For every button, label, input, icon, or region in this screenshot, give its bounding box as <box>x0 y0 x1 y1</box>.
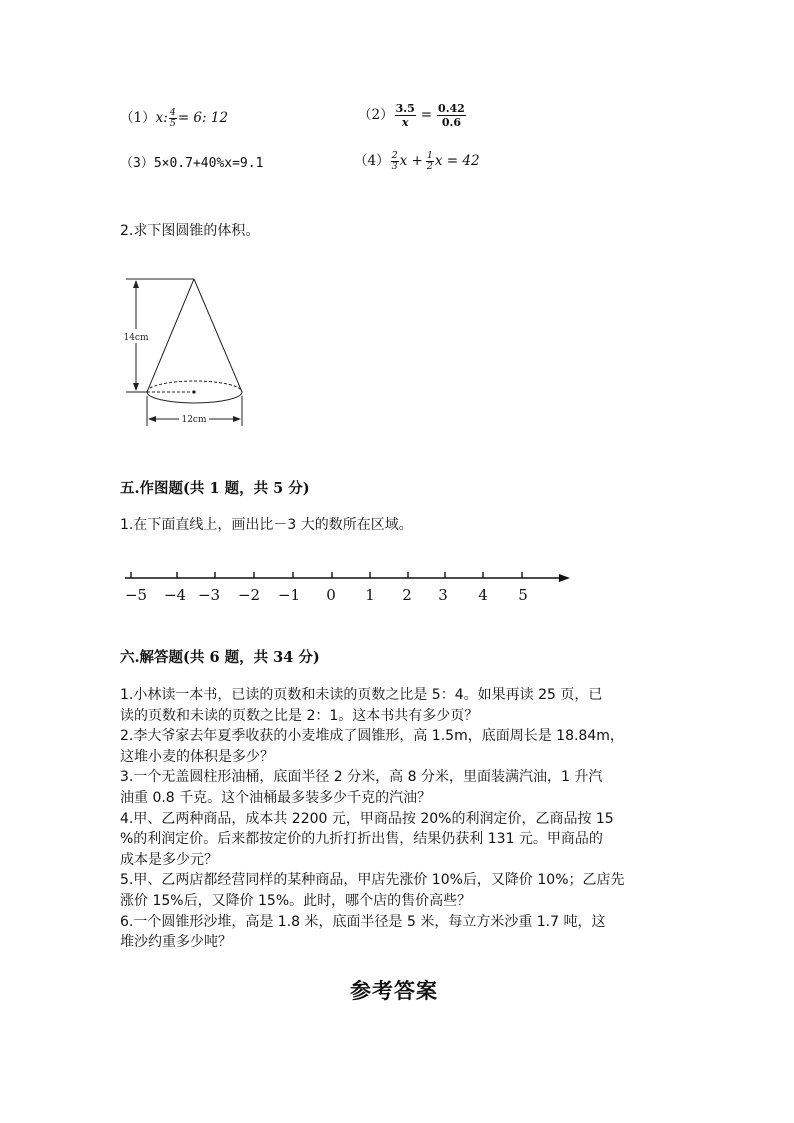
equation-4-term-1: x + <box>399 153 423 169</box>
equation-2-fraction-left <box>395 102 416 129</box>
equation-2-equals: = <box>420 107 433 123</box>
equation-1-rest: = 6: 12 <box>177 110 229 126</box>
section-5-question-1: 1.在下面直线上，画出比－3 大的数所在区域。 <box>120 517 413 533</box>
equation-4-numerator-2: 1 <box>426 150 433 161</box>
number-line-label: 4 <box>478 586 488 604</box>
equation-4-numerator-1: 2 <box>391 150 398 161</box>
equation-4-fraction-1 <box>391 151 399 172</box>
equation-4-prefix: （4） <box>354 153 390 169</box>
equation-1-fraction <box>169 108 177 129</box>
equation-2-fraction-right <box>437 102 466 129</box>
number-line-label: 2 <box>402 586 412 604</box>
equation-1-prefix: （1） <box>120 110 156 126</box>
equation-4-rest: x = 42 <box>434 153 480 169</box>
equation-4-denominator-1: 3 <box>391 161 398 172</box>
equation-2-prefix: （2） <box>358 107 394 123</box>
problem-line: 油重 0.8 千克。这个油桶最多装多少千克的汽油？ <box>120 789 432 806</box>
problem-line: 6.一个圆锥形沙堆，高是 1.8 米，底面半径是 5 米，每立方米沙重 1.7 吨，这 <box>120 913 606 930</box>
number-line-label: 5 <box>518 586 528 604</box>
base-label: 12cm <box>181 415 207 425</box>
base-arrow-left <box>148 416 156 422</box>
section-6-problems <box>120 685 680 953</box>
equation-2-numerator-2: 0.42 <box>438 102 465 115</box>
number-line-label: −2 <box>237 586 261 604</box>
number-line-label: 1 <box>365 586 375 604</box>
height-arrow-top <box>133 280 139 288</box>
equation-1 <box>120 106 228 129</box>
equation-4 <box>354 149 480 172</box>
problem-line: %的利润定价。后来都按定价的九折打折出售，结果仍获利 131 元。甲商品的 <box>120 831 603 848</box>
height-arrow-bottom <box>133 383 139 391</box>
equation-4-fraction-2 <box>426 151 434 172</box>
equation-4-denominator-2: 2 <box>426 161 433 172</box>
base-arrow-right <box>233 416 241 422</box>
equation-1-colon: : <box>163 110 168 126</box>
cone-base-front-arc <box>147 392 242 403</box>
cone-figure <box>118 272 258 432</box>
number-line-label: −5 <box>124 586 148 604</box>
number-line-label: −1 <box>277 586 301 604</box>
section-5-heading: 五.作图题(共 1 题，共 5 分) <box>120 480 310 497</box>
problem-line: 5.甲、乙两店都经营同样的某种商品，甲店先涨价 10%后，又降价 10%；乙店先 <box>120 872 625 889</box>
number-line-label: −3 <box>197 586 221 604</box>
cone-right-slant <box>194 279 242 392</box>
equation-2-numerator: 3.5 <box>395 102 415 115</box>
problem-line: 1.小林读一本书，已读的页数和未读的页数之比是 5：4。如果再读 25 页，已 <box>120 687 603 703</box>
equation-1-denominator: 5 <box>169 118 176 129</box>
equation-2 <box>358 102 467 129</box>
equation-1-numerator: 4 <box>169 107 176 118</box>
equation-2-denominator-2: 0.6 <box>441 116 462 129</box>
number-line-arrow <box>559 574 570 582</box>
problem-line: 4.甲、乙两种商品，成本共 2200 元，甲商品按 20%的利润定价，乙商品按 15 <box>120 810 614 827</box>
height-label: 14cm <box>123 333 149 343</box>
problem-line: 2.李大爷家去年夏季收获的小麦堆成了圆锥形，高 1.5m，底面周长是 18.84m， <box>120 728 624 745</box>
problem-line: 这堆小麦的体积是多少？ <box>120 748 274 765</box>
answers-title: 参考答案 <box>350 978 438 1003</box>
problem-line: 堆沙约重多少吨？ <box>120 934 232 951</box>
problem-line: 读的页数和未读的页数之比是 2：1。这本书共有多少页？ <box>120 707 479 724</box>
problem-line: 涨价 15%后，又降价 15%。此时，哪个店的售价高些？ <box>120 892 472 909</box>
number-line-label: 0 <box>326 586 336 604</box>
number-line-label: −4 <box>163 586 187 604</box>
problem-line: 3.一个无盖圆柱形油桶，底面半径 2 分米，高 8 分米，里面装满汽油，1 升汽 <box>120 769 603 786</box>
equation-3: （3）5×0.7+40%x=9.1 <box>120 156 264 171</box>
equation-1-variable: x <box>155 110 164 126</box>
cone-base-center <box>192 390 195 393</box>
cone-base-back-arc <box>147 381 242 392</box>
problem-line: 成本是多少元？ <box>120 851 218 868</box>
number-line-label: 3 <box>438 586 448 604</box>
number-line <box>118 568 578 608</box>
equation-2-denominator: x <box>401 116 409 129</box>
section-6-heading: 六.解答题(共 6 题，共 34 分) <box>120 649 320 666</box>
question-2-text: 2.求下图圆锥的体积。 <box>120 223 260 239</box>
cone-left-slant <box>147 279 194 392</box>
